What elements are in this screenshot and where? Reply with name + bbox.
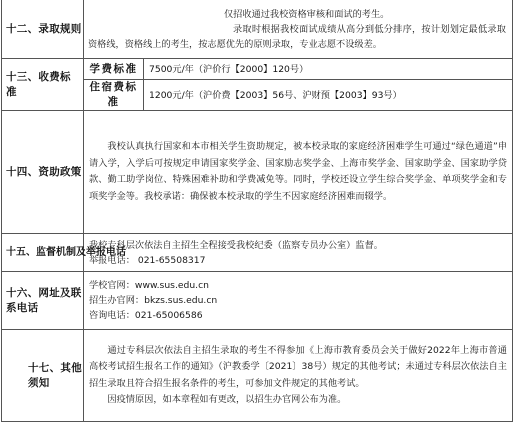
aid-title: 十四、资助政策 xyxy=(2,111,84,234)
notes-paragraph-2: 因疫情原因，如本章程如有更改，以招生办官网公布为准。 xyxy=(107,394,347,405)
fees-title-line-1: 十三、收费标 xyxy=(6,70,71,83)
notes-title: 十七、其他须知 xyxy=(2,330,84,422)
lodging-label: 住宿费标准 xyxy=(84,80,144,111)
contact-content xyxy=(84,272,513,330)
fees-title-line-2: 准 xyxy=(6,85,17,98)
notes-content xyxy=(84,330,513,422)
fees-title xyxy=(2,59,84,111)
admissions-table xyxy=(1,0,513,422)
school-website[interactable]: 学校官网：www.sus.edu.cn xyxy=(89,280,209,291)
report-phone: 举报电话： 021-65508317 xyxy=(89,254,206,266)
tuition-label: 学费标准 xyxy=(84,59,144,80)
lodging-value: 1200元/年（沪价费【2003】56号、沪财预【2003】93号） xyxy=(144,80,513,111)
supervision-content xyxy=(84,234,513,272)
contact-row xyxy=(2,272,513,330)
supervision-row xyxy=(2,234,513,272)
notes-row xyxy=(2,330,513,422)
aid-row xyxy=(2,111,513,234)
tuition-value: 7500元/年（沪价行【2000】120号） xyxy=(144,59,513,80)
admission-rules-paragraph-1: 仅招收通过我校资格审核和面试的考生。 xyxy=(224,8,390,20)
admission-rules-title: 十二、录取规则 xyxy=(2,0,84,59)
tuition-row xyxy=(2,59,513,80)
aid-paragraph: 我校认真执行国家和本市相关学生资助规定，被本校录取的家庭经济困难学生可通过“绿色通道”申请入学，入学后可按规定申请国家奖学金、国家励志奖学金、上海市奖学金、国家助学金、国家助学贷款、勤工助学岗位、特殊困难补助和学费减免等。同时，学校还设立学生综合奖学金、单项奖学金和专项奖学金等。我校承诺：确保被本校录取的学生不因家庭经济困难而辍学。 xyxy=(89,141,507,202)
supervision-title: 十五、监督机制及举报电话 xyxy=(2,234,84,272)
supervision-line-1: 我校专科层次依法自主招生全程接受我校纪委（监察专员办公室）监督。 xyxy=(89,239,383,251)
inquiry-phone: 咨询电话：021-65006586 xyxy=(89,310,203,321)
notes-paragraph-1: 通过专科层次依法自主招生录取的考生不得参加《上海市教育委员会关于做好2022年上海市普通高校考试招生报名工作的通知》（沪教委学〔2021〕38号）规定的其他考试；未通过专科层次依法自主招生录取且符合招生报名条件的考生，可参加文件规定的其他考试。 xyxy=(89,344,507,389)
admission-rules-content xyxy=(84,0,513,59)
admission-rules-row xyxy=(2,0,513,59)
aid-content xyxy=(84,111,513,234)
admission-rules-paragraph-2: 录取时根据我校面试成绩从高分到低分排序，按计划划定最低录取资格线，资格线上的考生，按志愿优先的原则录取，专业志愿不设级差。 xyxy=(88,23,506,50)
contact-title: 十六、网址及联系电话 xyxy=(2,272,84,330)
admissions-website[interactable]: 招生办官网：bkzs.sus.edu.cn xyxy=(89,295,218,306)
